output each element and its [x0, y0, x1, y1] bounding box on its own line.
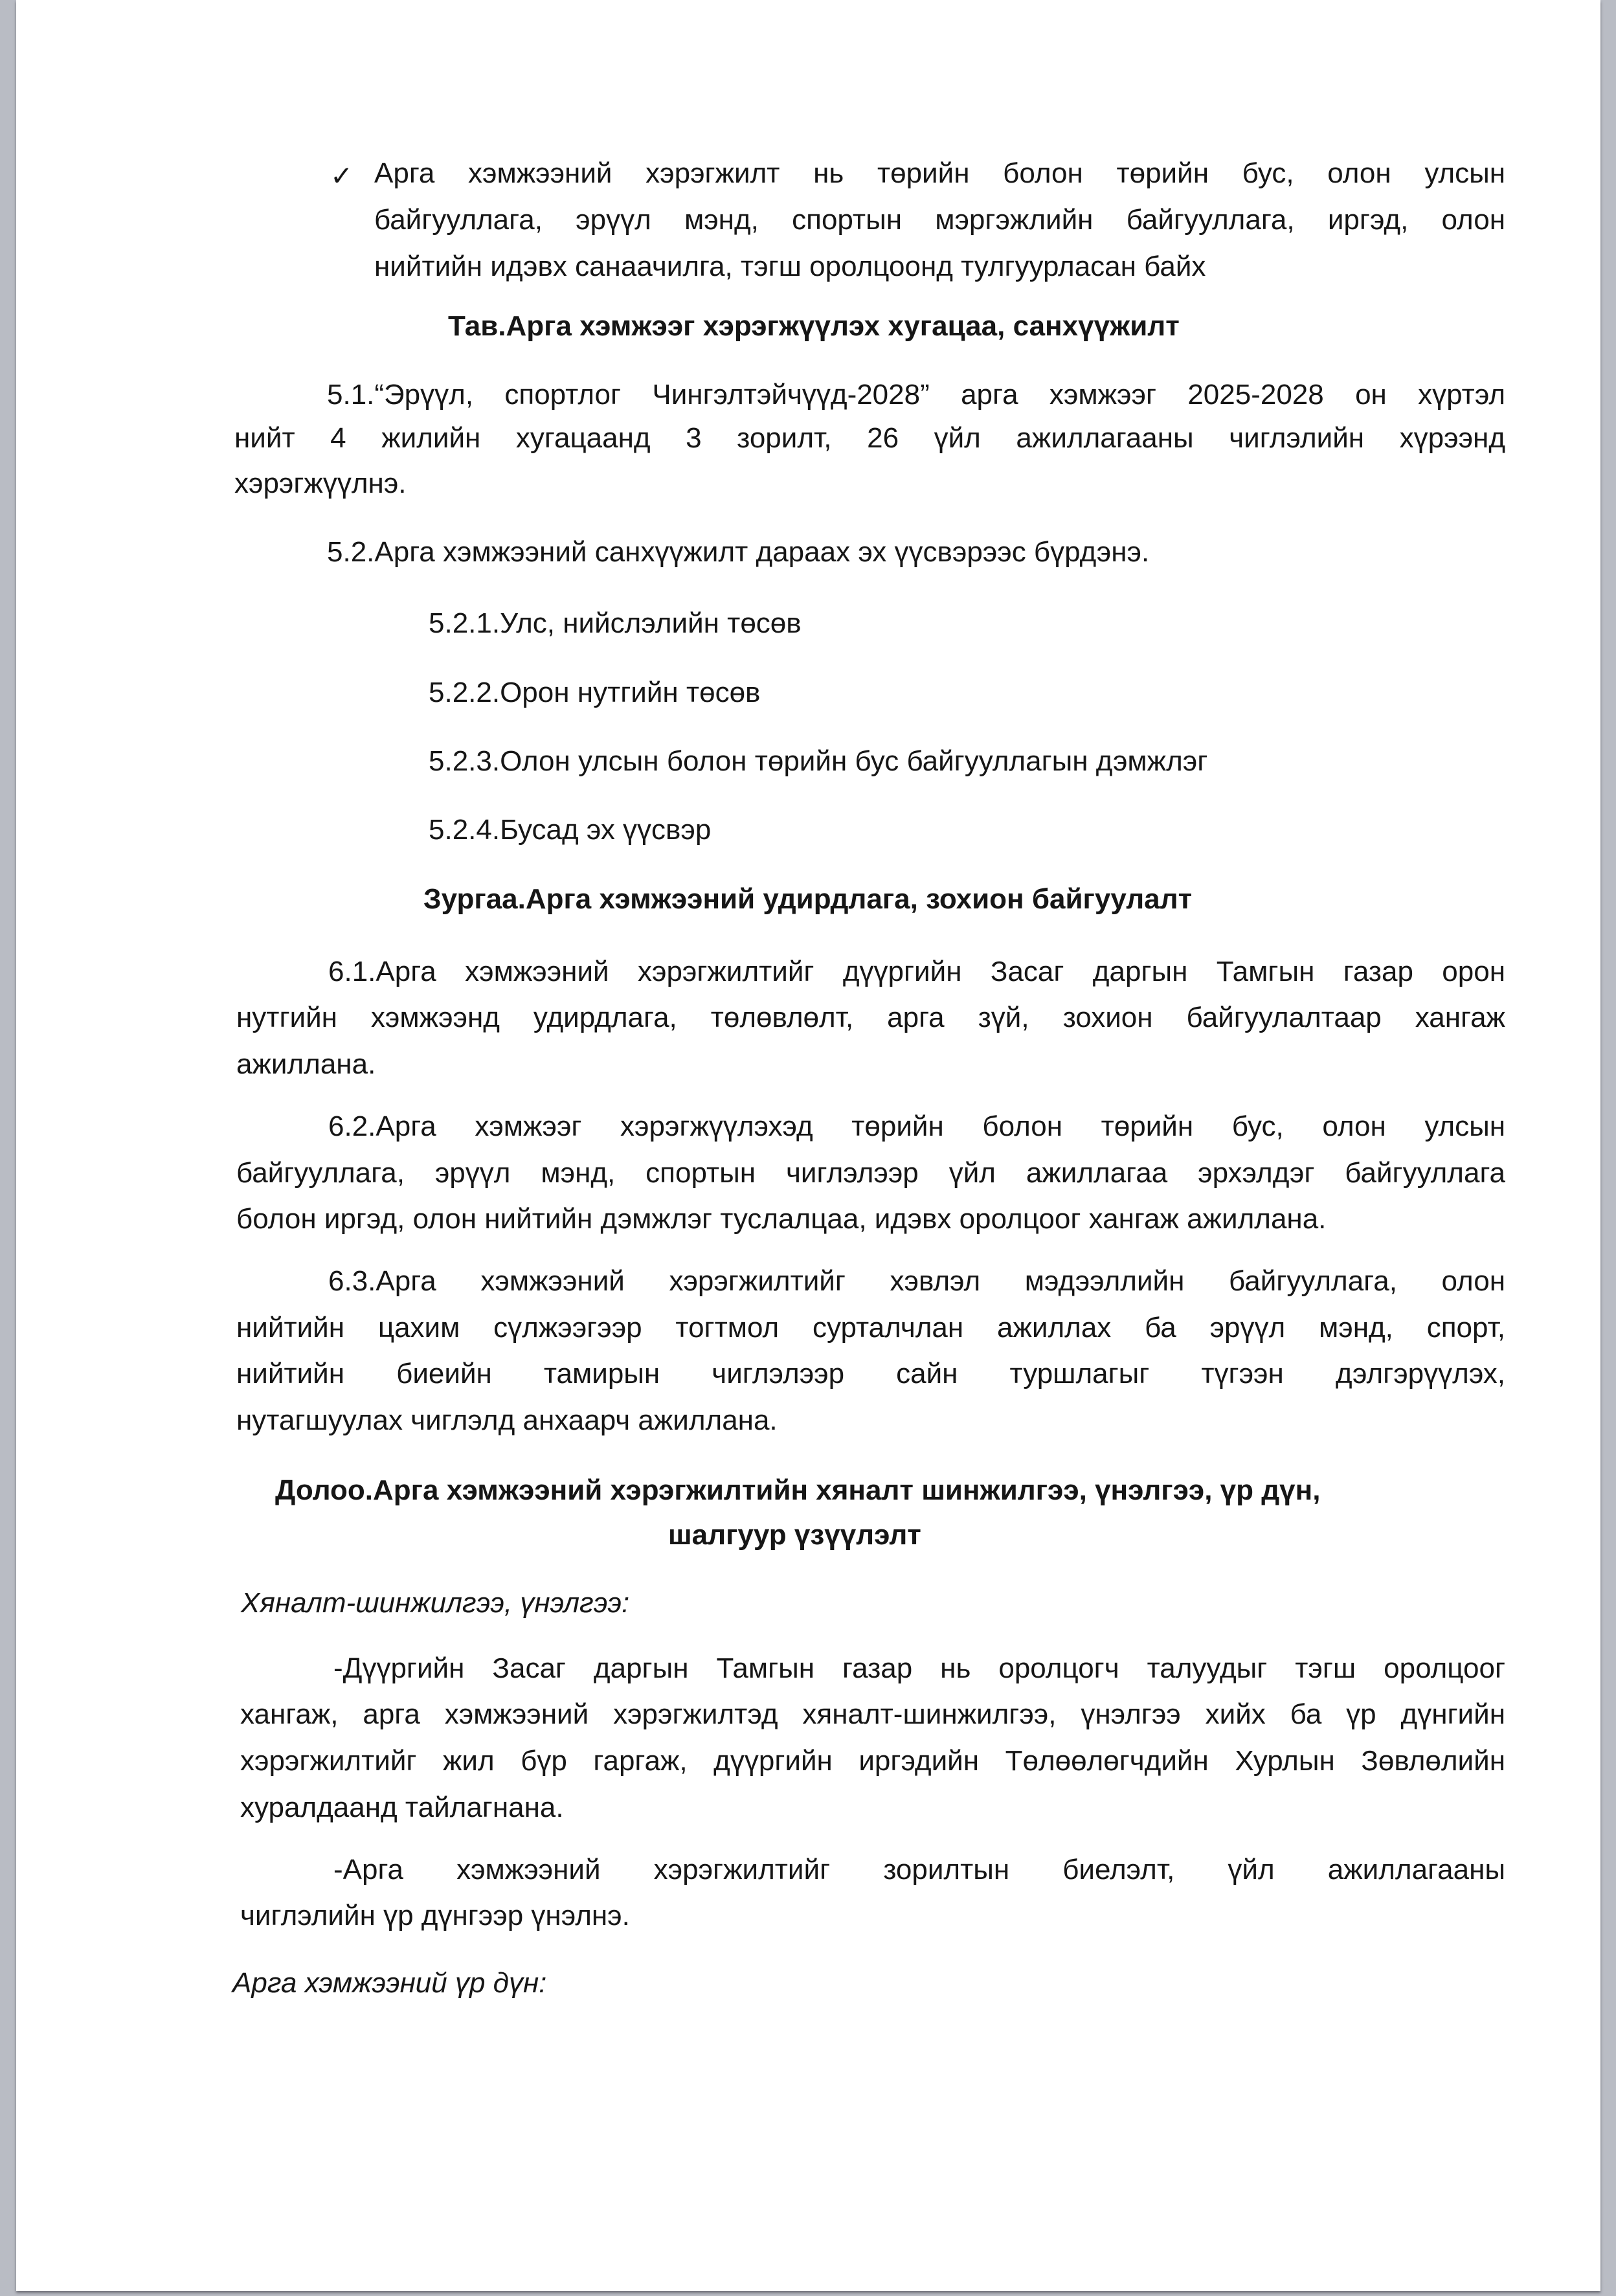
document-page	[16, 0, 1600, 2291]
monitoring-label: Хяналт-шинжилгээ, үнэлгээ:	[241, 1587, 630, 1619]
bullet-line: байгууллага, эрүүл мэнд, спортын мэргэжлийн байгууллага, иргэд, олон	[374, 204, 1505, 236]
monitoring-paragraph-2-line: -Арга хэмжээний хэрэгжилтийг зорилтын биелэлт, үйл ажиллагааны	[333, 1854, 1505, 1885]
paragraph-6-2-line: болон иргэд, олон нийтийн дэмжлэг туслалцаа, идэвх оролцоог хангаж ажиллана.	[236, 1203, 1327, 1235]
paragraph-6-3-line: нийтийн биеийн тамирын чиглэлээр сайн туршлагыг түгээн дэлгэрүүлэх,	[236, 1358, 1505, 1390]
monitoring-paragraph-1-line: хангаж, арга хэмжээний хэрэгжилтэд хяналт-шинжилгээ, үнэлгээ хийх ба үр дүнгийн	[240, 1698, 1505, 1730]
paragraph-6-1-line: нутгийн хэмжээнд удирдлага, төлөвлөлт, арга зүй, зохион байгуулалтаар хангаж	[236, 1002, 1505, 1033]
bullet-line: Арга хэмжээний хэрэгжилт нь төрийн болон төрийн бус, олон улсын	[374, 157, 1505, 189]
paragraph-6-3-line: 6.3.Арга хэмжээний хэрэгжилтийг хэвлэл мэдээллийн байгууллага, олон	[328, 1265, 1505, 1297]
paragraph-6-3-line: нийтийн цахим сүлжээгээр тогтмол сурталчлан ажиллах ба эрүүл мэнд, спорт,	[236, 1312, 1505, 1344]
bullet-line: нийтийн идэвх санаачилга, тэгш оролцоонд тулгуурласан байх	[374, 251, 1206, 282]
paragraph-5-1-line: хэрэгжүүлнэ.	[234, 467, 407, 499]
section-heading-6: Зургаа.Арга хэмжээний удирдлага, зохион байгуулалт	[423, 883, 1193, 915]
list-item-5-2-2: 5.2.2.Орон нутгийн төсөв	[429, 677, 761, 708]
paragraph-5-1-line: 5.1.“Эрүүл, спортлог Чингэлтэйчүүд-2028” арга хэмжээг 2025-2028 он хүртэл	[327, 379, 1505, 411]
monitoring-paragraph-1-line: хэрэгжилтийг жил бүр гаргаж, дүүргийн иргэдийн Төлөөлөгчдийн Хурлын Зөвлөлийн	[240, 1745, 1505, 1777]
results-label: Арга хэмжээний үр дүн:	[232, 1967, 547, 1999]
monitoring-paragraph-1-line: хуралдаанд тайлагнана.	[240, 1792, 564, 1823]
monitoring-paragraph-2-line: чиглэлийн үр дүнгээр үнэлнэ.	[240, 1900, 630, 1931]
list-item-5-2-4: 5.2.4.Бусад эх үүсвэр	[429, 814, 712, 846]
paragraph-5-2: 5.2.Арга хэмжээний санхүүжилт дараах эх үүсвэрээс бүрдэнэ.	[327, 536, 1150, 568]
paragraph-6-1-line: 6.1.Арга хэмжээний хэрэгжилтийг дүүргийн Засаг даргын Тамгын газар орон	[328, 956, 1505, 987]
monitoring-paragraph-1-line: -Дүүргийн Засаг даргын Тамгын газар нь оролцогч талуудыг тэгш оролцоог	[333, 1652, 1505, 1684]
section-heading-7-line1: Долоо.Арга хэмжээний хэрэгжилтийн хяналт шинжилгээ, үнэлгээ, үр дүн,	[275, 1474, 1321, 1506]
checkmark-icon: ✓	[330, 160, 354, 192]
paragraph-6-1-line: ажиллана.	[236, 1048, 376, 1080]
list-item-5-2-1: 5.2.1.Улс, нийслэлийн төсөв	[429, 607, 802, 639]
section-heading-5: Тав.Арга хэмжээг хэрэгжүүлэх хугацаа, санхүүжилт	[448, 310, 1180, 342]
section-heading-7-line2: шалгуур үзүүлэлт	[668, 1519, 921, 1551]
list-item-5-2-3: 5.2.3.Олон улсын болон төрийн бус байгууллагын дэмжлэг	[429, 745, 1208, 777]
paragraph-6-3-line: нутагшуулах чиглэлд анхаарч ажиллана.	[236, 1404, 778, 1436]
paragraph-5-1-line: нийт 4 жилийн хугацаанд 3 зорилт, 26 үйл ажиллагааны чиглэлийн хүрээнд	[234, 422, 1505, 454]
paragraph-6-2-line: байгууллага, эрүүл мэнд, спортын чиглэлээр үйл ажиллагаа эрхэлдэг байгууллага	[236, 1157, 1505, 1189]
paragraph-6-2-line: 6.2.Арга хэмжээг хэрэгжүүлэхэд төрийн болон төрийн бус, олон улсын	[328, 1110, 1505, 1142]
